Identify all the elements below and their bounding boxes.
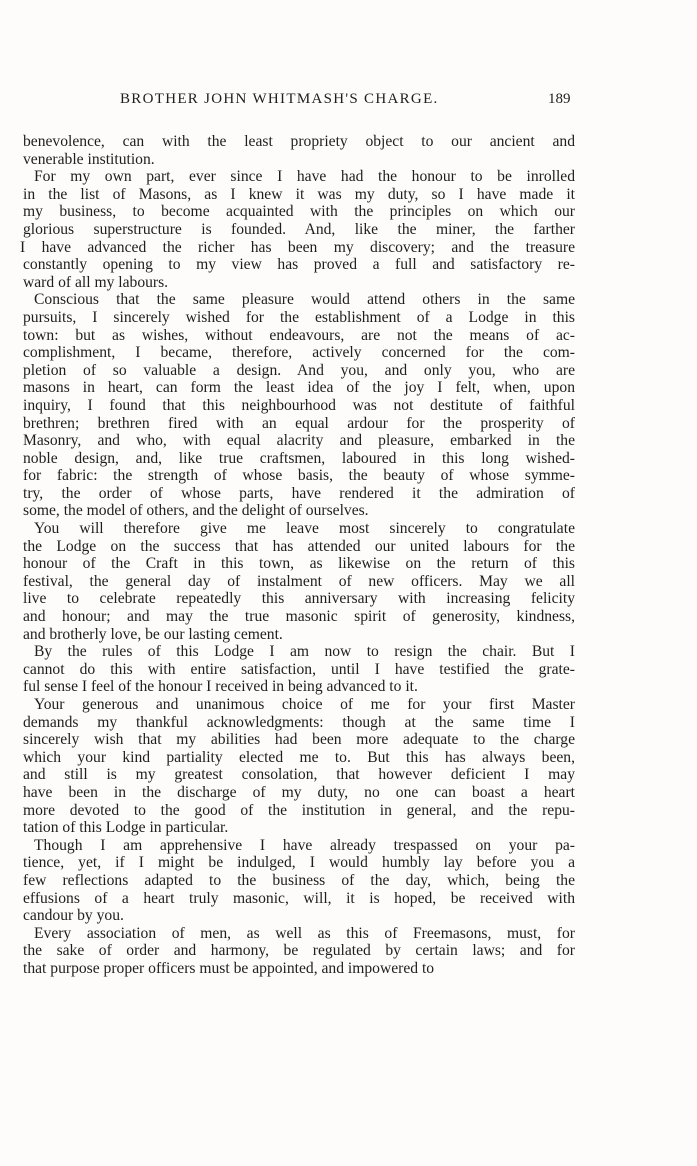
paragraph [23,520,575,643]
text-line: Conscious that the same pleasure would attend others in the same [34,291,575,309]
text-line: try, the order of whose parts, have rendered it the admiration of [23,484,575,502]
text-line: complishment, I became, therefore, actively concerned for the com- [23,344,575,362]
text-line: for fabric: the strength of whose basis, the beauty of whose symme- [23,467,575,485]
paragraph [23,133,575,168]
paragraph [23,643,575,696]
text-line: Your generous and unanimous choice of me for your first Master [34,696,575,713]
text-line: few reflections adapted to the business of the day, which, being the [23,871,575,889]
text-line: For my own part, ever since I have had the honour to be inrolled [34,168,575,186]
text-line: my business, to become acquainted with the principles on which our [23,203,575,221]
text-line: tience, yet, if I might be indulged, I would humbly lay before you a [23,854,575,872]
text-line: the sake of order and harmony, be regulated by certain laws; and for [23,942,575,960]
text-line: brethren; brethren fired with an equal ardour for the prosperity of [23,414,575,432]
text-line: festival, the general day of instalment of new officers. May we all [23,572,575,590]
text-line: live to celebrate repeatedly this anniversary with increasing felicity [23,590,575,608]
text-line: town: but as wishes, without endeavours, are not the means of ac- [23,326,575,344]
text-line: effusions of a heart truly masonic, will, it is hoped, be received with [23,889,575,907]
text-line: You will therefore give me leave most sincerely to congratulate [34,520,575,538]
text-line: and honour; and may the true masonic spirit of generosity, kindness, [23,608,575,626]
paragraph [23,837,575,925]
running-head-title: BROTHER JOHN WHITMASH'S CHARGE. [120,91,439,107]
text-line: benevolence, can with the least propriety object to our ancient and [23,133,575,150]
text-line: tation of this Lodge in particular. [23,819,229,837]
text-line: constantly opening to my view has proved a full and satisfactory re- [23,256,575,274]
text-line: pursuits, I sincerely wished for the establishment of a Lodge in this [23,308,575,326]
text-line: inquiry, I found that this neighbourhood was not destitute of faithful [23,396,575,414]
paragraph [23,696,575,837]
text-line: By the rules of this Lodge I am now to resign the chair. But I [34,643,575,661]
text-line: in the list of Masons, as I knew it was my duty, so I have made it [23,185,575,203]
text-line: noble design, and, like true craftsmen, laboured in this long wished- [23,449,575,467]
text-line: candour by you. [23,907,124,925]
text-line: and brotherly love, be our lasting cement. [23,625,283,643]
text-line: venerable institution. [23,150,155,168]
text-line: masons in heart, can form the least idea of the joy I felt, when, upon [23,379,575,397]
text-line: that purpose proper officers must be appointed, and impowered to [23,959,435,977]
text-line: sincerely wish that my abilities had been more adequate to the charge [23,731,575,749]
paragraph [20,168,575,291]
text-line: Masonry, and who, with equal alacrity and pleasure, embarked in the [23,432,575,450]
text-line: ward of all my labours. [23,273,169,291]
text-line: demands my thankful acknowledgments: though at the same time I [23,713,575,731]
text-line: Every association of men, as well as this of Freemasons, must, for [34,924,575,942]
paragraph [23,925,575,978]
text-line: and still is my greatest consolation, that however deficient I may [23,766,575,784]
text-line: ful sense I feel of the honour I received in being advanced to it. [23,678,418,696]
text-line: the Lodge on the success that has attended our united labours for the [23,537,575,555]
text-line: glorious superstructure is founded. And, like the miner, the farther [23,220,575,238]
text-line: honour of the Craft in this town, as likewise on the return of this [23,555,575,573]
text-line: some, the model of others, and the delight of ourselves. [23,502,369,520]
text-line: I have advanced the richer has been my discovery; and the treasure [20,238,575,256]
paragraph [23,291,575,520]
page-number: 189 [548,91,571,107]
text-line: have been in the discharge of my duty, no one can boast a heart [23,783,575,801]
body-text [20,133,575,978]
text-line: pletion of so valuable a design. And you, and only you, who are [23,361,575,379]
running-head [0,91,697,113]
text-line: cannot do this with entire satisfaction, until I have testified the grate- [23,660,575,678]
text-line: Though I am apprehensive I have already trespassed on your pa- [34,836,575,854]
text-line: which your kind partiality elected me to. But this has always been, [23,748,575,766]
text-line: more devoted to the good of the institution in general, and the repu- [23,801,575,819]
